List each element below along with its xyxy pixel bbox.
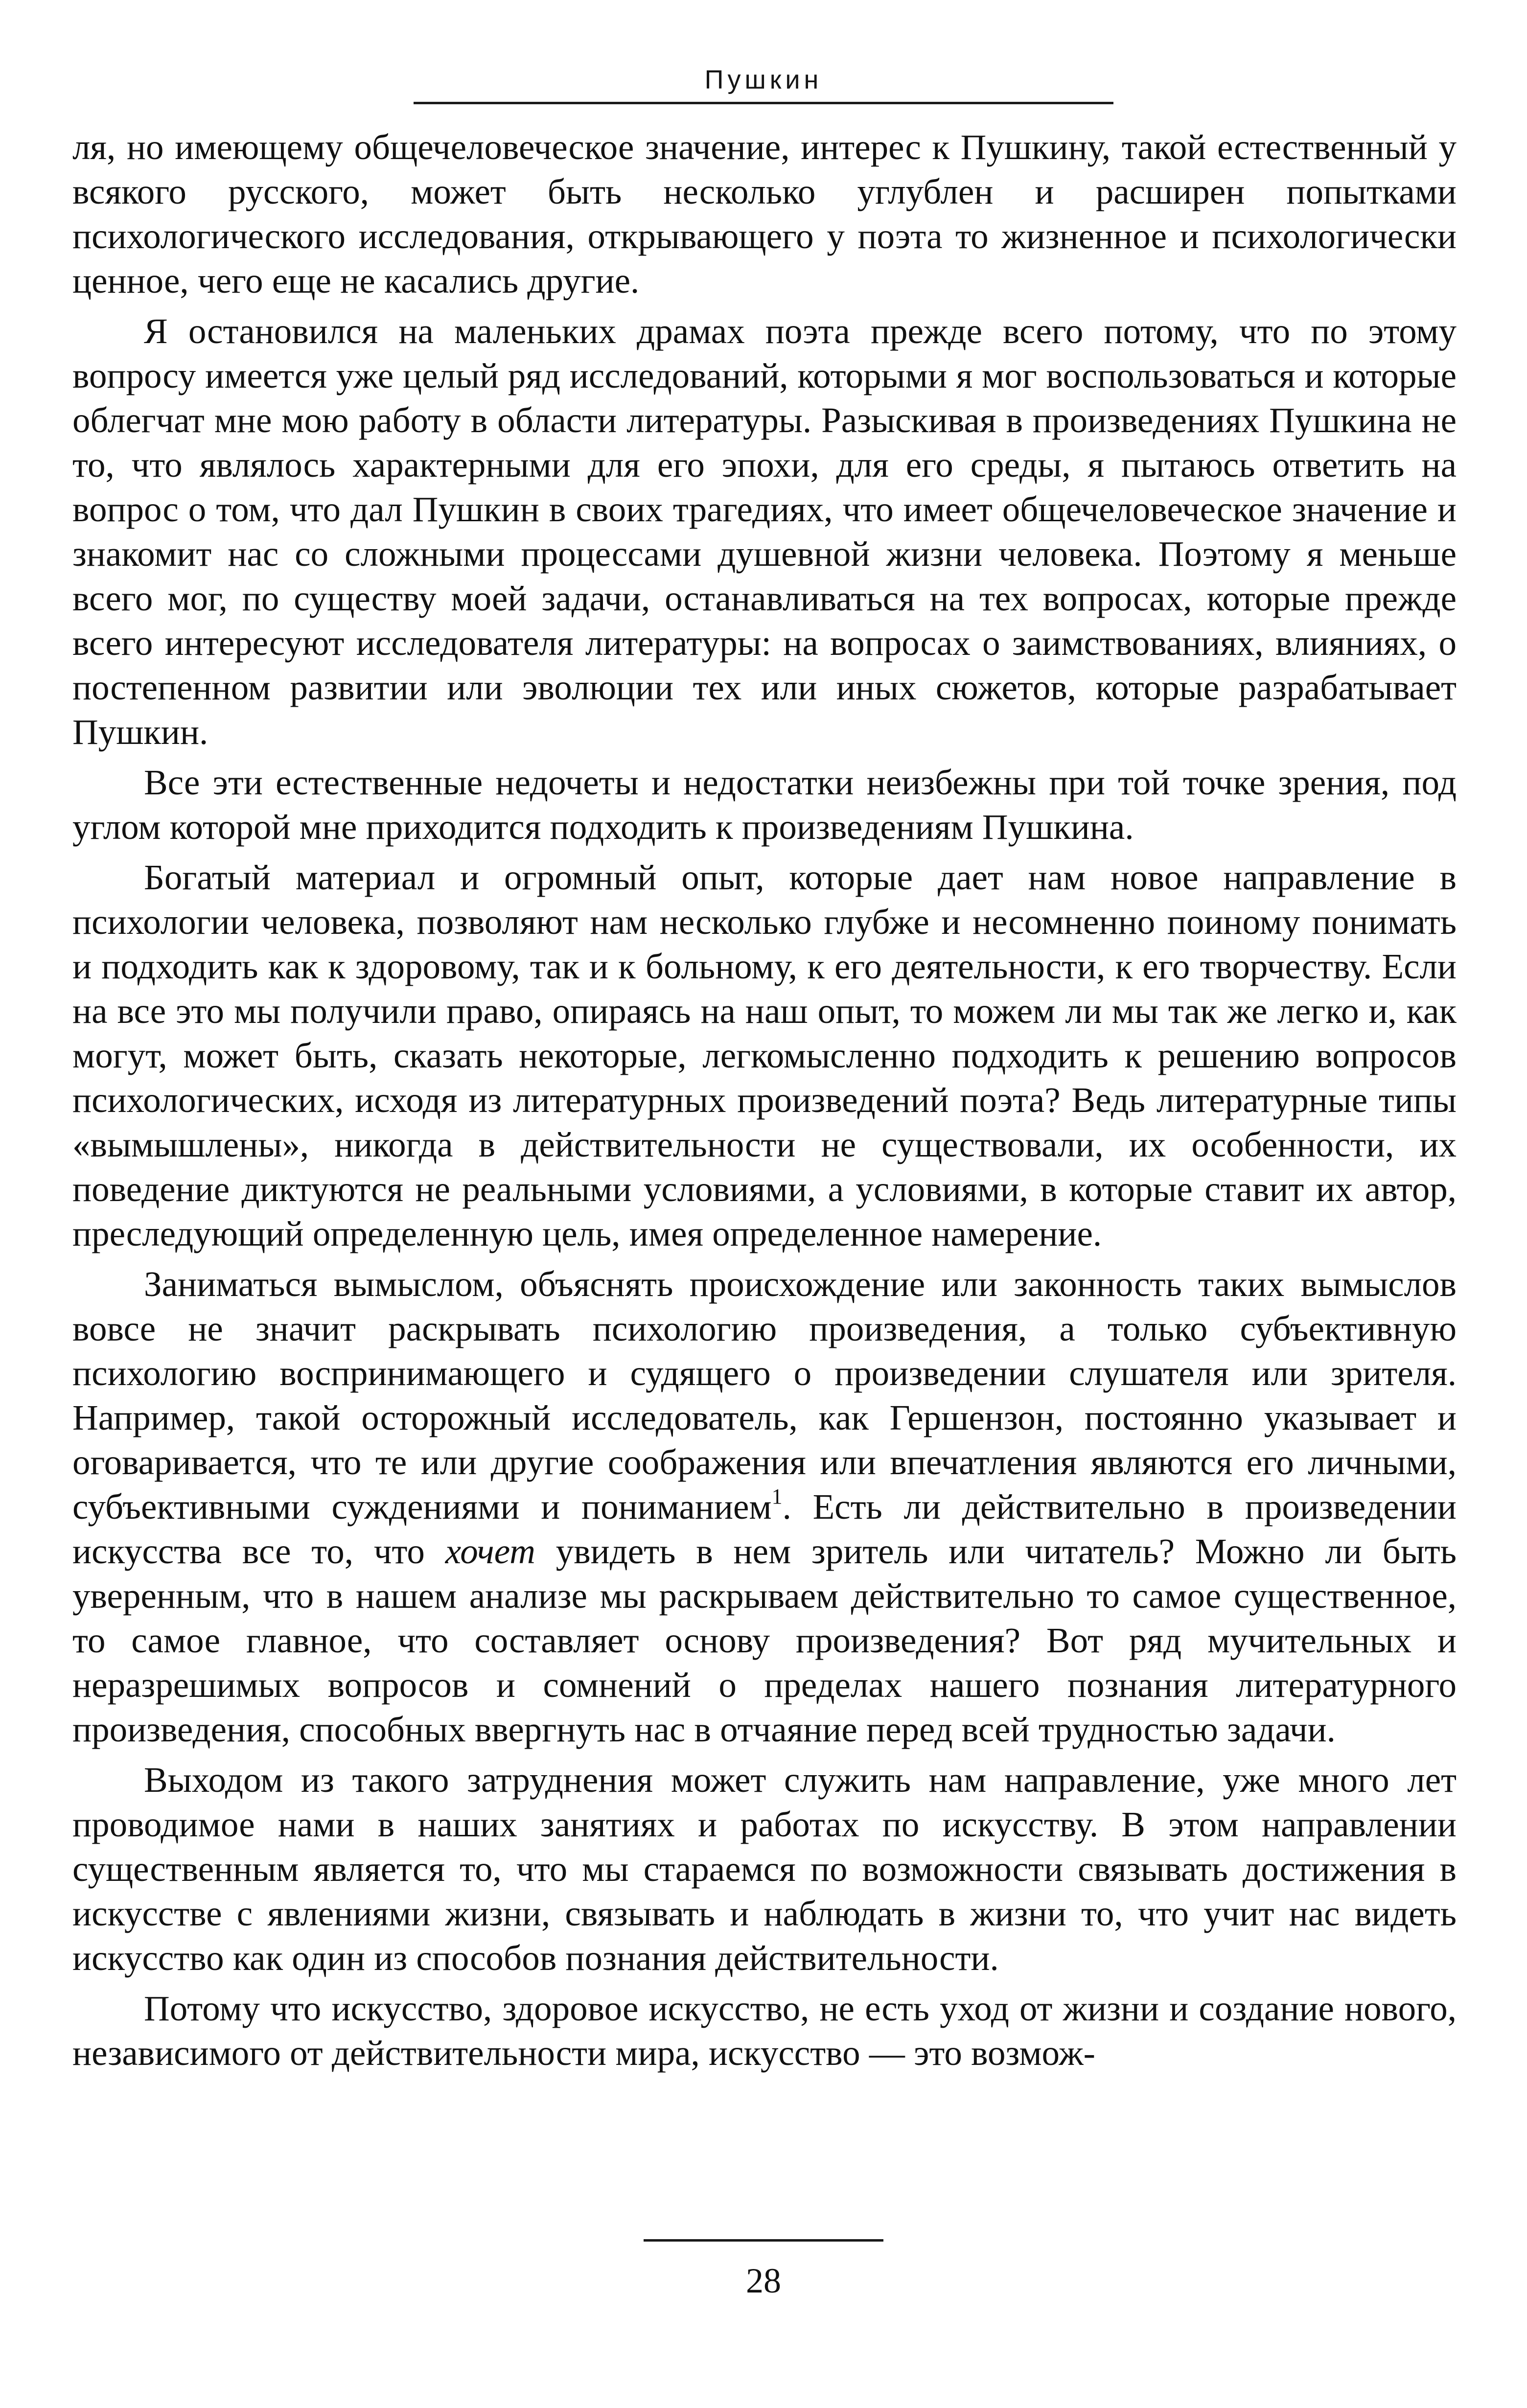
text-run: ля, но имеющему общечеловеческое значение, интерес к Пушкину, такой естественный у всякого русского, может быть несколько углублен и расширен попытками психологического исследования, открывающего у поэта то жизненное и психологически ценное, чего еще не касались другие. [72,127,1457,301]
paragraph [72,1986,1457,2075]
paragraph [72,1758,1457,1980]
text-run: Выходом из такого затруднения может служить нам направление, уже много лет проводимое нами в наших занятиях и работах по искусству. В этом направлении существенным является то, что мы стараемся по возможности связывать достижения в искусстве с явлениями жизни, связывать и наблюдать в жизни то, что учит нас видеть искусство как один из способов познания действительности. [72,1760,1457,1978]
emphasis: хочет [445,1531,535,1571]
text-run: Заниматься вымыслом, объяснять происхождение или законность таких вымыслов вовсе не значит раскрывать психологию произведения, а только субъективную психологию воспринимающего и судящего о произведении слушателя или зрителя. Например, такой осторожный исследователь, как Гершензон, постоянно указывает и оговаривается, что те или другие соображения или впечатления являются его личными, субъективными суждениями и пониманием [72,1264,1457,1527]
paragraph [72,855,1457,1256]
text-run: Потому что искусство, здоровое искусство, не есть уход от жизни и создание нового, независимого от действительности мира, искусство — это возмож- [72,1989,1457,2073]
paragraph [72,309,1457,754]
text-run: . Есть ли действительно в произведении искусства все то, что [72,1487,1457,1571]
paragraph [72,760,1457,849]
running-head: Пушкин [704,65,823,94]
paragraph [72,1262,1457,1752]
page-number: 28 [746,2261,781,2300]
text-run: Все эти естественные недочеты и недостатки неизбежны при той точке зрения, под углом которой мне приходится подходить к произведениям Пушкина. [72,763,1457,847]
header-rule [414,102,1113,104]
footnote-marker: 1 [771,1484,783,1508]
paragraph [72,125,1457,303]
text-run: Я остановился на маленьких драмах поэта прежде всего потому, что по этому вопросу имеется уже целый ряд исследований, которыми я мог воспользоваться и которые облегчат мне мою работу в области литературы. Разыскивая в произведениях Пушкина не то, что являлось характерными для его эпохи, для его среды, я пытаюсь ответить на вопрос о том, что дал Пушкин в своих трагедиях, что имеет общечеловеческое значение и знакомит нас со сложными процессами душевной жизни человека. Поэтому я меньше всего мог, по существу моей задачи, останавливаться на тех вопросах, которые прежде всего интересуют исследователя литературы: на вопросах о заимствованиях, влияниях, о постепенном развитии или эволюции тех или иных сюжетов, которые разрабатывает Пушкин. [72,311,1457,752]
text-run: увидеть в нем зритель или читатель? Можно ли быть уверенным, что в нашем анализе мы раскрываем действительно то самое существенное, то самое главное, что составляет основу произведения? Вот ряд мучительных и неразрешимых вопросов и сомнений о пределах нашего познания литературного произведения, способных ввергнуть нас в отчаяние перед всей трудностью задачи. [72,1531,1457,1749]
body-text [72,125,1457,2081]
text-run: Богатый материал и огромный опыт, которые дает нам новое направление в психологии человека, позволяют нам несколько глубже и несомненно поиному понимать и подходить как к здоровому, так и к больному, к его деятельности, к его творчеству. Если на все это мы получили право, опираясь на наш опыт, то можем ли мы так же легко и, как могут, может быть, сказать некоторые, легкомысленно подходить к решению вопросов психологических, исходя из литературных произведений поэта? Ведь литературные типы «вымышлены», никогда в действительности не существовали, их особенности, их поведение диктуются не реальными условиями, а условиями, в которые ставит их автор, преследующий определенную цель, имея определенное намерение. [72,857,1457,1253]
footer-rule [644,2239,883,2242]
